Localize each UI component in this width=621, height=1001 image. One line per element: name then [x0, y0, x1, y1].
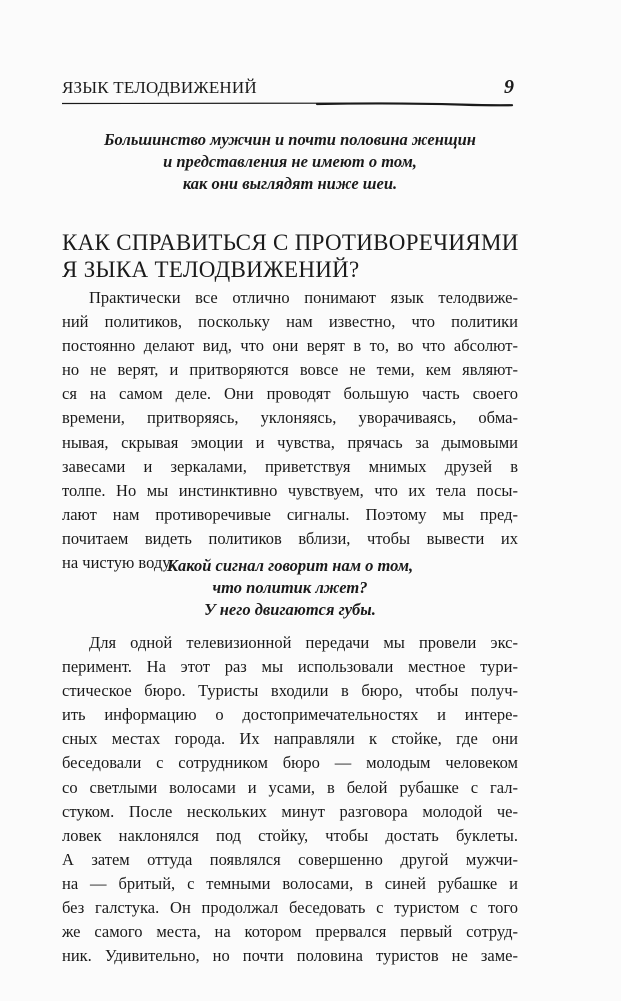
text-line: на чистую воду. [62, 553, 173, 573]
text-line: сных местах города. Их направляли к стойке, где они [62, 729, 518, 749]
text-line: стическое бюро. Туристы входили в бюро, чтобы получ- [62, 681, 518, 701]
paragraph-experiment [62, 631, 518, 968]
text-line: ить информацию о достопримечательностях и интере- [62, 705, 518, 725]
text-line: стуком. После нескольких минут разговора молодой че- [62, 801, 518, 821]
joke-quote [62, 555, 518, 621]
intro-quote [62, 129, 518, 195]
text-line: нывая, скрывая эмоции и чувства, прячась за дымовыми [62, 432, 518, 452]
section-heading-line: Я ЗЫКА ТЕЛОДВИЖЕНИЙ? [62, 257, 360, 282]
intro-quote-line: как они выглядят ниже шеи. [182, 174, 398, 193]
text-line: ник. Удивительно, но почти половина туристов не заме- [62, 946, 518, 966]
section-heading-line: КАК СПРАВИТЬСЯ С ПРОТИВОРЕЧИЯМИ [62, 230, 519, 255]
text-line: времени, притворяясь, уклоняясь, уворачиваясь, обма- [62, 408, 518, 428]
running-head-rule [62, 100, 514, 108]
text-line: А затем оттуда появлялся совершенно другой мужчи- [62, 849, 518, 869]
text-line: Для одной телевизионной передачи мы провели экс- [89, 633, 518, 652]
text-line: постоянно делают вид, что они верят в то, во что абсолют- [62, 336, 518, 356]
paragraph-politicians [62, 286, 518, 575]
text-line: без галстука. Он продолжал беседовать с туристом с того [62, 898, 518, 918]
text-line: ний политиков, поскольку нам известно, что политики [62, 312, 518, 332]
text-line: но не верят, и притворяются вовсе не теми, кем являют- [62, 360, 518, 380]
text-line: на — бритый, с темными волосами, в синей рубашке и [62, 873, 518, 893]
text-line: завесами и зеркалами, приветствуя мнимых друзей в [62, 456, 518, 476]
page-number: 9 [504, 76, 514, 98]
intro-quote-line: Большинство мужчин и почти половина женщин [104, 130, 476, 149]
joke-quote-line: У него двигаются губы. [204, 600, 376, 619]
text-line: лают нам противоречивые сигналы. Поэтому мы пред- [62, 504, 518, 524]
text-line: беседовали с сотрудником бюро — молодым человеком [62, 753, 518, 773]
running-head [62, 78, 514, 102]
text-line: перимент. На этот раз мы использовали местное тури- [62, 657, 518, 677]
intro-quote-line: и представления не имеют о том, [163, 152, 417, 171]
text-line: толпе. Но мы инстинктивно чувствуем, что их тела посы- [62, 480, 518, 500]
text-line: ловек наклонялся под стойку, чтобы достать буклеты. [62, 825, 518, 845]
section-heading [62, 229, 522, 283]
text-line: ся на самом деле. Они проводят большую часть своего [62, 384, 518, 404]
text-line: со светлыми волосами и усами, в белой рубашке с гал- [62, 777, 518, 797]
text-line: Практически все отлично понимают язык телодвиже- [89, 288, 518, 307]
running-head-title: ЯЗЫК ТЕЛОДВИЖЕНИЙ [62, 78, 257, 97]
joke-quote-line: что политик лжет? [212, 578, 368, 597]
text-line: же самого места, на котором прервался первый сотруд- [62, 922, 518, 942]
text-line: почитаем видеть политиков вблизи, чтобы вывести их [62, 528, 518, 548]
joke-quote-line: Какой сигнал говорит нам о том, [166, 556, 414, 575]
